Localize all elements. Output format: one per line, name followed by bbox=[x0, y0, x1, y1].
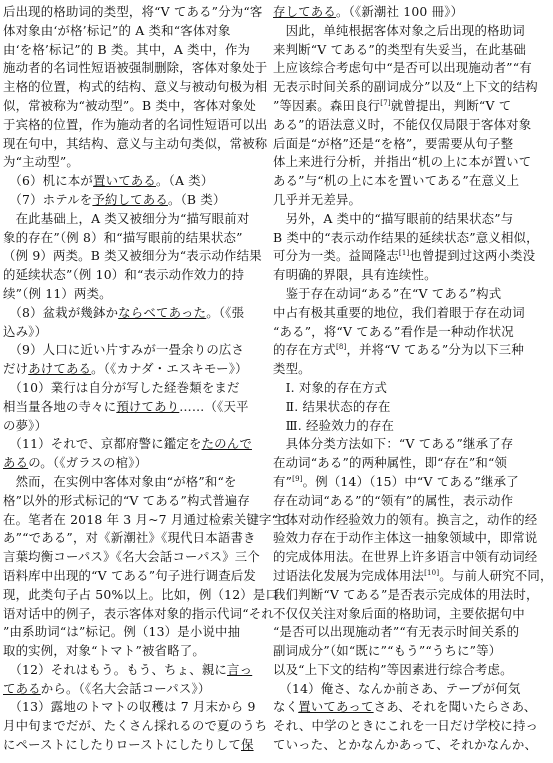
text-line bbox=[3, 642, 265, 661]
text-line bbox=[3, 511, 291, 530]
text-segment: ”由系助词“は”标记。例（13）是小说中抽 bbox=[3, 624, 241, 640]
text-line bbox=[273, 698, 535, 717]
text-segment: 取的实例，对象“トマト”被省略了。 bbox=[3, 643, 205, 659]
text-line bbox=[3, 323, 265, 342]
text-segment: 也曾提到过这两小类没 bbox=[409, 248, 536, 264]
underlined-example-verb: あけてある bbox=[28, 361, 92, 377]
text-segment: 有明确的界限，具有连续性。 bbox=[273, 267, 437, 283]
text-line bbox=[3, 97, 265, 116]
text-segment: （9）人口に近い片すみが一畳余りの広さ bbox=[3, 342, 245, 358]
text-line bbox=[273, 435, 535, 454]
text-line bbox=[273, 605, 535, 624]
underlined-example-verb: 預けてあり bbox=[116, 398, 180, 414]
text-line bbox=[273, 529, 538, 548]
text-segment: Ⅲ. 经验效力的存在 bbox=[273, 417, 395, 433]
text-line bbox=[273, 492, 535, 511]
underlined-example-verb: 言っ bbox=[227, 661, 253, 677]
text-segment: Ⅱ. 结果状态的存在 bbox=[273, 398, 391, 414]
text-line bbox=[3, 285, 265, 304]
underlined-example-verb: ある bbox=[3, 455, 29, 471]
text-line bbox=[273, 360, 535, 379]
text-line bbox=[3, 210, 265, 229]
text-segment: 我们判断“V てある”是否表示完成体的用法时， bbox=[273, 586, 539, 602]
text-line bbox=[273, 41, 535, 60]
text-segment: 的存在方式 bbox=[273, 342, 336, 358]
text-segment: 有” bbox=[273, 473, 293, 489]
text-line bbox=[3, 567, 265, 586]
text-segment: 验效力存在于动作主体这一抽象领域中，即常说 bbox=[273, 530, 538, 546]
text-line bbox=[3, 529, 265, 548]
text-segment: 。（《カナダ・エスキモー》） bbox=[91, 361, 248, 377]
text-line bbox=[3, 247, 265, 266]
text-segment: 。（《張 bbox=[206, 304, 245, 320]
text-line bbox=[273, 285, 535, 304]
text-line bbox=[273, 567, 553, 586]
text-line bbox=[3, 266, 265, 285]
text-segment: 在。笔者在 2018 年 3 月~7 月通过检索关键字“て bbox=[3, 511, 291, 527]
underlined-example-verb: 保 bbox=[240, 737, 254, 753]
text-line bbox=[273, 661, 535, 680]
text-segment: それ、中学のときにこれを一日だけ学校に持っ bbox=[273, 718, 539, 734]
text-segment: 体对象由‘が格’标记”的 A 类和“客体对象 bbox=[3, 22, 231, 38]
text-segment: 。（B 类） bbox=[167, 191, 226, 207]
text-segment: （10）業行は自分が写した経巻類をまだ bbox=[3, 379, 240, 395]
text-line bbox=[3, 736, 265, 755]
text-line bbox=[3, 341, 265, 360]
text-line bbox=[273, 304, 535, 323]
text-segment: にペーストにしたりローストにしたりして bbox=[3, 737, 241, 753]
text-line bbox=[3, 78, 268, 97]
text-segment: 象的存在”（例 8）和“描写眼前的结果状态” bbox=[3, 229, 243, 245]
text-segment: 续”（例 11）两类。 bbox=[3, 285, 112, 301]
text-segment: 中占有极其重要的地位，我们着眼于存在动词 bbox=[273, 304, 525, 320]
citation-reference: [8] bbox=[335, 343, 347, 352]
text-line bbox=[273, 717, 539, 736]
underlined-example-verb: 存してある bbox=[273, 4, 336, 19]
text-segment: 格”以外的形式标记的“V てある”构式普遍存 bbox=[3, 492, 250, 508]
text-line bbox=[273, 736, 538, 755]
text-line bbox=[3, 191, 265, 210]
text-segment: （12）それはもう。もう、ちょ、親に bbox=[3, 661, 228, 677]
text-segment: （7）ホテルを bbox=[3, 191, 93, 207]
text-segment: 因此，单纯根据客体对象之后出现的格助词 bbox=[273, 22, 525, 38]
text-segment: なく bbox=[273, 699, 299, 715]
text-line bbox=[273, 266, 535, 285]
text-segment: ，并将“V てある”分为以下三种 bbox=[346, 342, 524, 358]
text-segment: 类型。 bbox=[273, 361, 311, 377]
citation-reference: [7] bbox=[380, 98, 391, 107]
text-segment: （例 9）两类。B 类又被细分为“表示动作结果 bbox=[3, 248, 262, 264]
text-segment: ていった、とかなんかあって、それかなんか、 bbox=[273, 737, 538, 753]
text-segment: の。（《ガラスの棺》） bbox=[28, 455, 148, 471]
underlined-example-verb: たのんで bbox=[201, 436, 252, 452]
text-line bbox=[3, 473, 265, 492]
text-line bbox=[273, 210, 535, 229]
text-line bbox=[3, 398, 265, 417]
text-segment: 来判断“V てある”的类型有失妥当，在此基础 bbox=[273, 41, 526, 57]
text-line bbox=[3, 41, 265, 60]
text-segment: 另外，A 类中的“描写眼前的结果状态”与 bbox=[273, 210, 514, 226]
underlined-example-verb: 予約してある bbox=[92, 191, 168, 207]
text-segment: 相当量各地の寺々に bbox=[3, 398, 117, 414]
text-segment: 在动词“ある”的两种属性，即“存在”和“领 bbox=[273, 455, 508, 471]
text-segment: 现，此类句子占 50%以上。比如，例（12）是口 bbox=[3, 586, 279, 602]
text-segment: ”等因素。森田良行 bbox=[273, 97, 381, 113]
text-line bbox=[273, 172, 535, 191]
text-segment: 以及“上下文的结构”等因素进行综合考虑。 bbox=[273, 661, 513, 677]
underlined-example-verb: ならべてあった bbox=[118, 304, 207, 320]
text-line bbox=[273, 78, 538, 97]
text-segment: 。与前人研究不同， bbox=[439, 567, 553, 583]
text-segment: あ”“である”，对《新潮社》《現代日本語書き bbox=[3, 530, 256, 546]
text-line bbox=[3, 360, 265, 379]
text-line bbox=[3, 229, 265, 248]
text-line bbox=[3, 492, 265, 511]
text-segment: “是否可以出现施动者”“有无表示时间关系的 bbox=[273, 624, 520, 640]
text-line bbox=[3, 717, 268, 736]
text-line bbox=[273, 191, 535, 210]
text-line bbox=[273, 417, 535, 436]
text-line bbox=[3, 548, 265, 567]
text-line bbox=[273, 153, 535, 172]
text-line bbox=[273, 135, 535, 154]
text-line bbox=[273, 59, 535, 78]
text-line bbox=[3, 22, 265, 41]
text-line bbox=[3, 623, 265, 642]
text-segment: 存在动词“ある”的“领有”的属性，表示动作 bbox=[273, 492, 514, 508]
underlined-example-verb: てある bbox=[3, 680, 41, 696]
text-line bbox=[3, 586, 279, 605]
text-segment: 言葉均衡コーパス》《名大会話コーパス》三个 bbox=[3, 549, 260, 565]
text-line bbox=[3, 605, 274, 624]
text-segment: 语对话中的例子，表示客体对象的指示代词“それ bbox=[3, 605, 274, 621]
text-line bbox=[3, 661, 265, 680]
text-segment: （11）それで、京都府警に鑑定を bbox=[3, 436, 202, 452]
text-line bbox=[273, 229, 539, 248]
text-segment: 。（《新潮社 100 冊》） bbox=[335, 4, 464, 19]
text-segment: から。（《名大会話コーパス》） bbox=[40, 680, 211, 696]
text-line bbox=[3, 435, 265, 454]
text-segment: 就曾提出，判断“V て bbox=[390, 97, 512, 113]
text-segment: B 类中的“表示动作结果的延续状态”意义相似， bbox=[273, 229, 539, 245]
text-segment: 为“主动型”。 bbox=[3, 154, 80, 170]
text-line bbox=[273, 379, 535, 398]
text-line bbox=[3, 680, 265, 699]
citation-reference: [9] bbox=[292, 474, 303, 483]
text-segment: 在此基础上，A 类又被细分为“描写眼前对 bbox=[3, 210, 250, 226]
text-line bbox=[3, 59, 268, 78]
text-segment: 不仅仅关注对象后面的格助词，主要依据句中 bbox=[273, 605, 525, 621]
text-line bbox=[273, 586, 539, 605]
text-line bbox=[3, 172, 265, 191]
text-line bbox=[273, 323, 535, 342]
text-segment: ある”的语法意义时，不能仅仅局限于客体对象 bbox=[273, 116, 532, 132]
text-segment: の夢》） bbox=[3, 417, 48, 433]
text-segment: ある”与“机の上に本を置いてある”在意义上 bbox=[273, 173, 520, 189]
text-line bbox=[273, 473, 535, 492]
text-segment: 似，常被称为“被动型”。B 类中，客体对象处 bbox=[3, 97, 257, 113]
text-line bbox=[3, 135, 268, 154]
text-line bbox=[273, 22, 535, 41]
text-line bbox=[273, 3, 535, 22]
text-segment: さあ、それを聞いたらさあ、 bbox=[373, 699, 537, 715]
text-line bbox=[273, 680, 535, 699]
text-line bbox=[273, 247, 535, 266]
underlined-example-verb: 置いてあって bbox=[298, 699, 374, 715]
text-segment: 几乎并无差异。 bbox=[273, 191, 362, 207]
citation-reference: [10] bbox=[424, 568, 440, 577]
text-line bbox=[273, 116, 535, 135]
text-segment: （14）俺さ、なんか前さあ、テープが何気 bbox=[273, 680, 521, 696]
text-line bbox=[3, 379, 265, 398]
text-line bbox=[273, 623, 535, 642]
text-segment: 由‘を格’标记”的 B 类。其中，A 类中，作为 bbox=[3, 41, 251, 57]
text-segment: 后出现的格助词的类型，将“V てある”分为“客 bbox=[3, 4, 263, 19]
text-segment: 过语法化发展为完成体用法 bbox=[273, 567, 425, 583]
text-segment: 月中旬までだが、たくさん採れるので夏のうち bbox=[3, 718, 268, 734]
text-line bbox=[3, 3, 265, 22]
text-segment: 体上来进行分析，并指出“机の上に本が置いて bbox=[273, 154, 532, 170]
text-line bbox=[3, 153, 265, 172]
text-segment: 无表示时间关系的副词成分”以及“上下文的结构 bbox=[273, 79, 538, 95]
text-segment: Ⅰ. 对象的存在方式 bbox=[273, 379, 388, 395]
text-segment: 的完成体用法。在世界上许多语言中领有动词经 bbox=[273, 549, 538, 565]
text-segment: 。例（14）（15）中“V てある”继承了 bbox=[302, 473, 519, 489]
underlined-example-verb: 置いてある bbox=[93, 173, 156, 189]
text-segment: 的延续状态”（例 10）和“表示动作效力的持 bbox=[3, 267, 245, 283]
text-segment: だけ bbox=[3, 361, 29, 377]
text-line bbox=[3, 116, 268, 135]
text-line bbox=[273, 97, 535, 116]
text-line bbox=[273, 511, 538, 530]
text-line bbox=[3, 304, 265, 323]
text-segment: （6）机に本が bbox=[3, 173, 94, 189]
text-segment: 鉴于存在动词“ある”在“V てある”构式 bbox=[273, 285, 502, 301]
citation-reference: [1] bbox=[398, 249, 410, 258]
text-segment: 施动者的名词性短语被强制删除，客体对象处于 bbox=[3, 60, 268, 76]
text-line bbox=[273, 454, 535, 473]
text-line bbox=[3, 454, 265, 473]
text-line bbox=[273, 398, 535, 417]
text-segment: 语料库中出现的“V てある”句子进行调查后发 bbox=[3, 567, 256, 583]
text-segment: 现在句中，其结构、意义与主动句类似，常被称 bbox=[3, 135, 268, 151]
text-segment: 可分为一类。益岡隆志 bbox=[273, 248, 399, 264]
text-line bbox=[3, 417, 265, 436]
text-line bbox=[273, 548, 538, 567]
text-segment: 上应该综合考虑句中“是否可以出现施动者”“有 bbox=[273, 60, 532, 76]
text-segment: 主体对动作经验效力的领有。换言之，动作的经 bbox=[273, 511, 538, 527]
text-segment: （13）露地のトマトの収穫は 7 月末から 9 bbox=[3, 699, 256, 715]
text-segment: 。（A 类） bbox=[155, 173, 214, 189]
right-text-column bbox=[273, 3, 553, 755]
text-segment: （8）盆栽が幾鉢か bbox=[3, 304, 119, 320]
text-segment: ……（《天平 bbox=[179, 398, 249, 414]
text-segment: 副词成分”（如“既に”“もう”“うちに”等） bbox=[273, 643, 502, 659]
text-segment: 于宾格的位置，作为施动者的名词性短语可以出 bbox=[3, 116, 268, 132]
text-segment: 込み》） bbox=[3, 323, 48, 339]
text-segment: “ある”，将“V てある”看作是一种动作状况 bbox=[273, 323, 514, 339]
text-segment: 后面是“が格”还是“を格”，要需要从句子整 bbox=[273, 135, 514, 151]
text-line bbox=[273, 341, 535, 360]
text-segment: 具体分类方法如下：“V てある”继承了存 bbox=[273, 436, 514, 452]
text-segment: 然而，在实例中客体对象由“が格”和“を bbox=[3, 473, 237, 489]
text-line bbox=[273, 642, 535, 661]
text-segment: 主格的位置，构式的结构、意义与被动句极为相 bbox=[3, 79, 268, 95]
text-line bbox=[3, 698, 265, 717]
